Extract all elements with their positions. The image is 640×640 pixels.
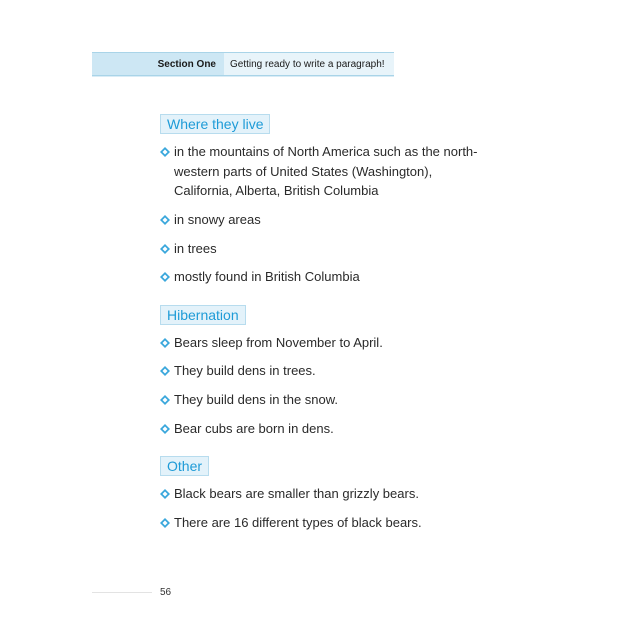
list-item [160, 210, 480, 230]
list-item-text: Black bears are smaller than grizzly bears. [174, 486, 419, 501]
section-header-band [92, 52, 394, 76]
diamond-bullet-icon [160, 210, 174, 230]
list-item [160, 267, 480, 287]
list-item-text: There are 16 different types of black bears. [174, 515, 422, 530]
list-item-text: in trees [174, 241, 217, 256]
heading-other: Other [160, 456, 209, 476]
list-item-text: They build dens in the snow. [174, 392, 339, 407]
diamond-bullet-icon [160, 142, 174, 162]
list-item [160, 361, 480, 381]
diamond-bullet-icon [160, 333, 174, 353]
diamond-bullet-icon [160, 239, 174, 259]
diamond-bullet-icon [160, 361, 174, 381]
list-item [160, 419, 480, 439]
list-item [160, 484, 480, 504]
diamond-bullet-icon [160, 484, 174, 504]
list-item-text: in snowy areas [174, 212, 261, 227]
section-label: Section One [92, 53, 224, 75]
diamond-bullet-icon [160, 267, 174, 287]
list-item-text: They build dens in trees. [174, 363, 316, 378]
list-item [160, 142, 480, 201]
list-item-text: in the mountains of North America such as the north-western parts of United States (Washington), California, Alberta, British Columbia [174, 144, 478, 198]
list-item [160, 333, 480, 353]
heading-where-they-live: Where they live [160, 114, 270, 134]
section-title: Getting ready to write a paragraph! [224, 53, 394, 75]
footer-divider [92, 592, 152, 593]
diamond-bullet-icon [160, 419, 174, 439]
diamond-bullet-icon [160, 513, 174, 533]
page-number: 56 [160, 587, 172, 598]
list-item-text: Bears sleep from November to April. [174, 335, 383, 350]
list-item [160, 390, 480, 410]
list-item-text: mostly found in British Columbia [174, 269, 360, 284]
list-item-text: Bear cubs are born in dens. [174, 421, 334, 436]
header-divider [92, 76, 394, 77]
heading-hibernation: Hibernation [160, 305, 246, 325]
list-item [160, 513, 480, 533]
diamond-bullet-icon [160, 390, 174, 410]
list-item [160, 239, 480, 259]
